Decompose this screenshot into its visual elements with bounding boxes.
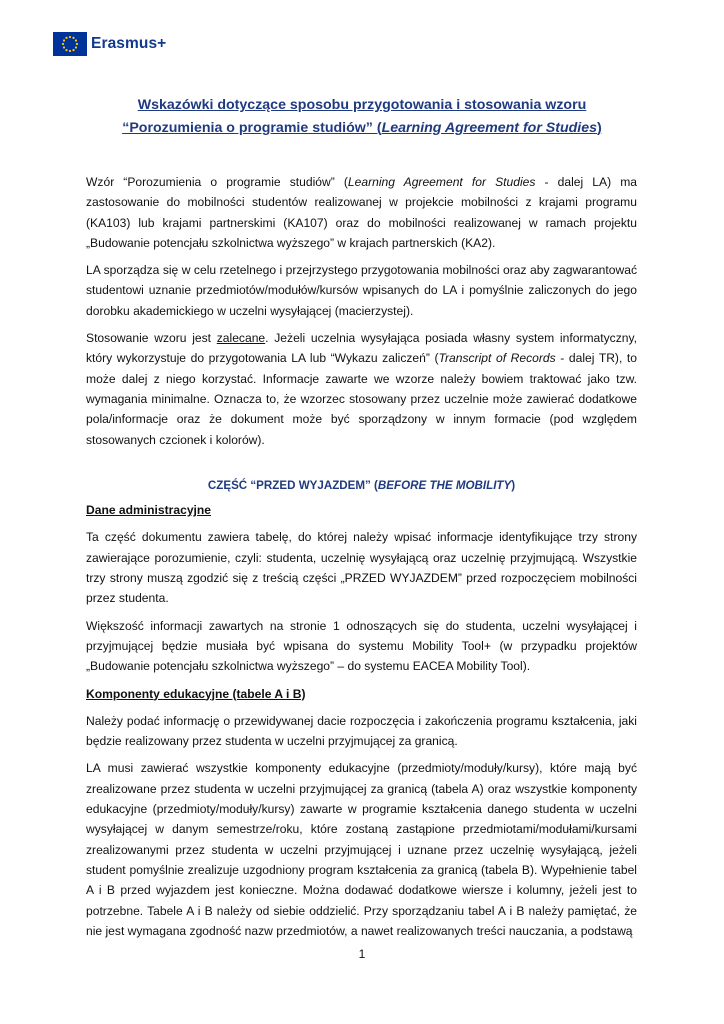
page-number: 1 [358,947,366,961]
admin-paragraph-1: Ta część dokumentu zawiera tabelę, do której należy wpisać informacje identyfikujące trzy strony zawierające porozumienie, czyli: studenta, uczelnię wysyłającą oraz uczelnię przyjmującą. Wszystkie trzy strony muszą zgodzić się z treścią części „PRZED WYJAZDEM” przed rozpoczęciem mobilności przez studenta. [86,530,637,606]
eu-flag-icon [53,32,87,56]
brand-name: Erasmus+ [91,35,167,52]
intro-paragraph-3: Stosowanie wzoru jest zalecane. Jeżeli uczelnia wysyłająca posiada własny system informatyczny, który wykorzystuje do przygotowania LA lub “Wykazu zaliczeń” (Transcript of Records - dalej TR), to może dalej z niego korzystać. Informacje zawarte we wzorze należy bowiem traktować jako tzw. wymagania minimalne. Oznacza to, że wzorzec stosowany przez uczelnie może zawierać dodatkowe pola/informacje oraz że dokument może być sporządzony w innym formacie (pod względem stosowanych czcionek i kolorów). [86,331,637,447]
components-paragraph-2: LA musi zawierać wszystkie komponenty edukacyjne (przedmioty/moduły/kursy), które mają być zrealizowane przez studenta w uczelni przyjmującej za granicą (tabela A) oraz wszystkie komponenty edukacyjne (przedmioty/moduły/kursy) zawarte w programie kształcenia danego studenta w uczelni wysyłającej w danym semestrze/roku, które zostaną zastąpione przedmiotami/modułami/kursami zrealizowanymi przez studenta w uczelni przyjmującej i uznane przez uczelnię wysyłającą, jeżeli student pomyślnie zrealizuje uzgodniony program kształcenia za granicą (tabela B). Wypełnienie tabel A i B przed wyjazdem jest konieczne. Można dodawać dodatkowe wiersze i kolumny, jeżeli jest to potrzebne. Tabele A i B należy od siebie oddzielić. Przy sporządzaniu tabel A i B należy pamiętać, że nie jest wymagana zgodność nazw przedmiotów, a nawet realizowanych treści nauczania, a podstawą [86,761,637,938]
document-title [90,94,634,140]
intro-paragraph-2: LA sporządza się w celu rzetelnego i przejrzystego przygotowania mobilności oraz aby zagwarantować studentowi uznanie przedmiotów/modułów/kursów wpisanych do LA i pomyślnie zaliczonych do jego dorobku akademickiego w uczelni wysyłającej (macierzystej). [86,263,637,318]
title-line-1: Wskazówki dotyczące sposobu przygotowania i stosowania wzoru [137,97,587,113]
admin-paragraph-2: Większość informacji zawartych na stronie 1 odnoszących się do studenta, uczelni wysyłającej i przyjmującej będzie musiała być wpisana do systemu Mobility Tool+ (w przypadku projektów „Budowanie potencjału szkolnictwa wyższego” – do systemu EACEA Mobility Tool). [86,618,637,674]
subheading-administrative-data: Dane administracyjne [86,503,212,518]
components-paragraph-1: Należy podać informację o przewidywanej dacie rozpoczęcia i zakończenia programu kształcenia, jaki będzie realizowany przez studenta w uczelni przyjmującej za granicą. [86,713,637,749]
section-heading: CZĘŚĆ “PRZED WYJAZDEM” (BEFORE THE MOBILITY) [207,478,516,492]
subheading-educational-components: Komponenty edukacyjne (tabele A i B) [86,686,306,701]
title-line-2: “Porozumienia o programie studiów” (Learning Agreement for Studies) [122,120,602,136]
document-body [86,172,637,948]
erasmus-logo [53,32,166,56]
intro-paragraph-1: Wzór “Porozumienia o programie studiów” (Learning Agreement for Studies - dalej LA) ma zastosowanie do mobilności studentów realizowanej w projekcie mobilności z krajami programu (KA103) lub krajami partnerskimi (KA107) oraz do mobilności realizowanej w ramach projektu „Budowanie potencjału szkolnictwa wyższego” w krajach partnerskich (KA2). [86,175,638,250]
